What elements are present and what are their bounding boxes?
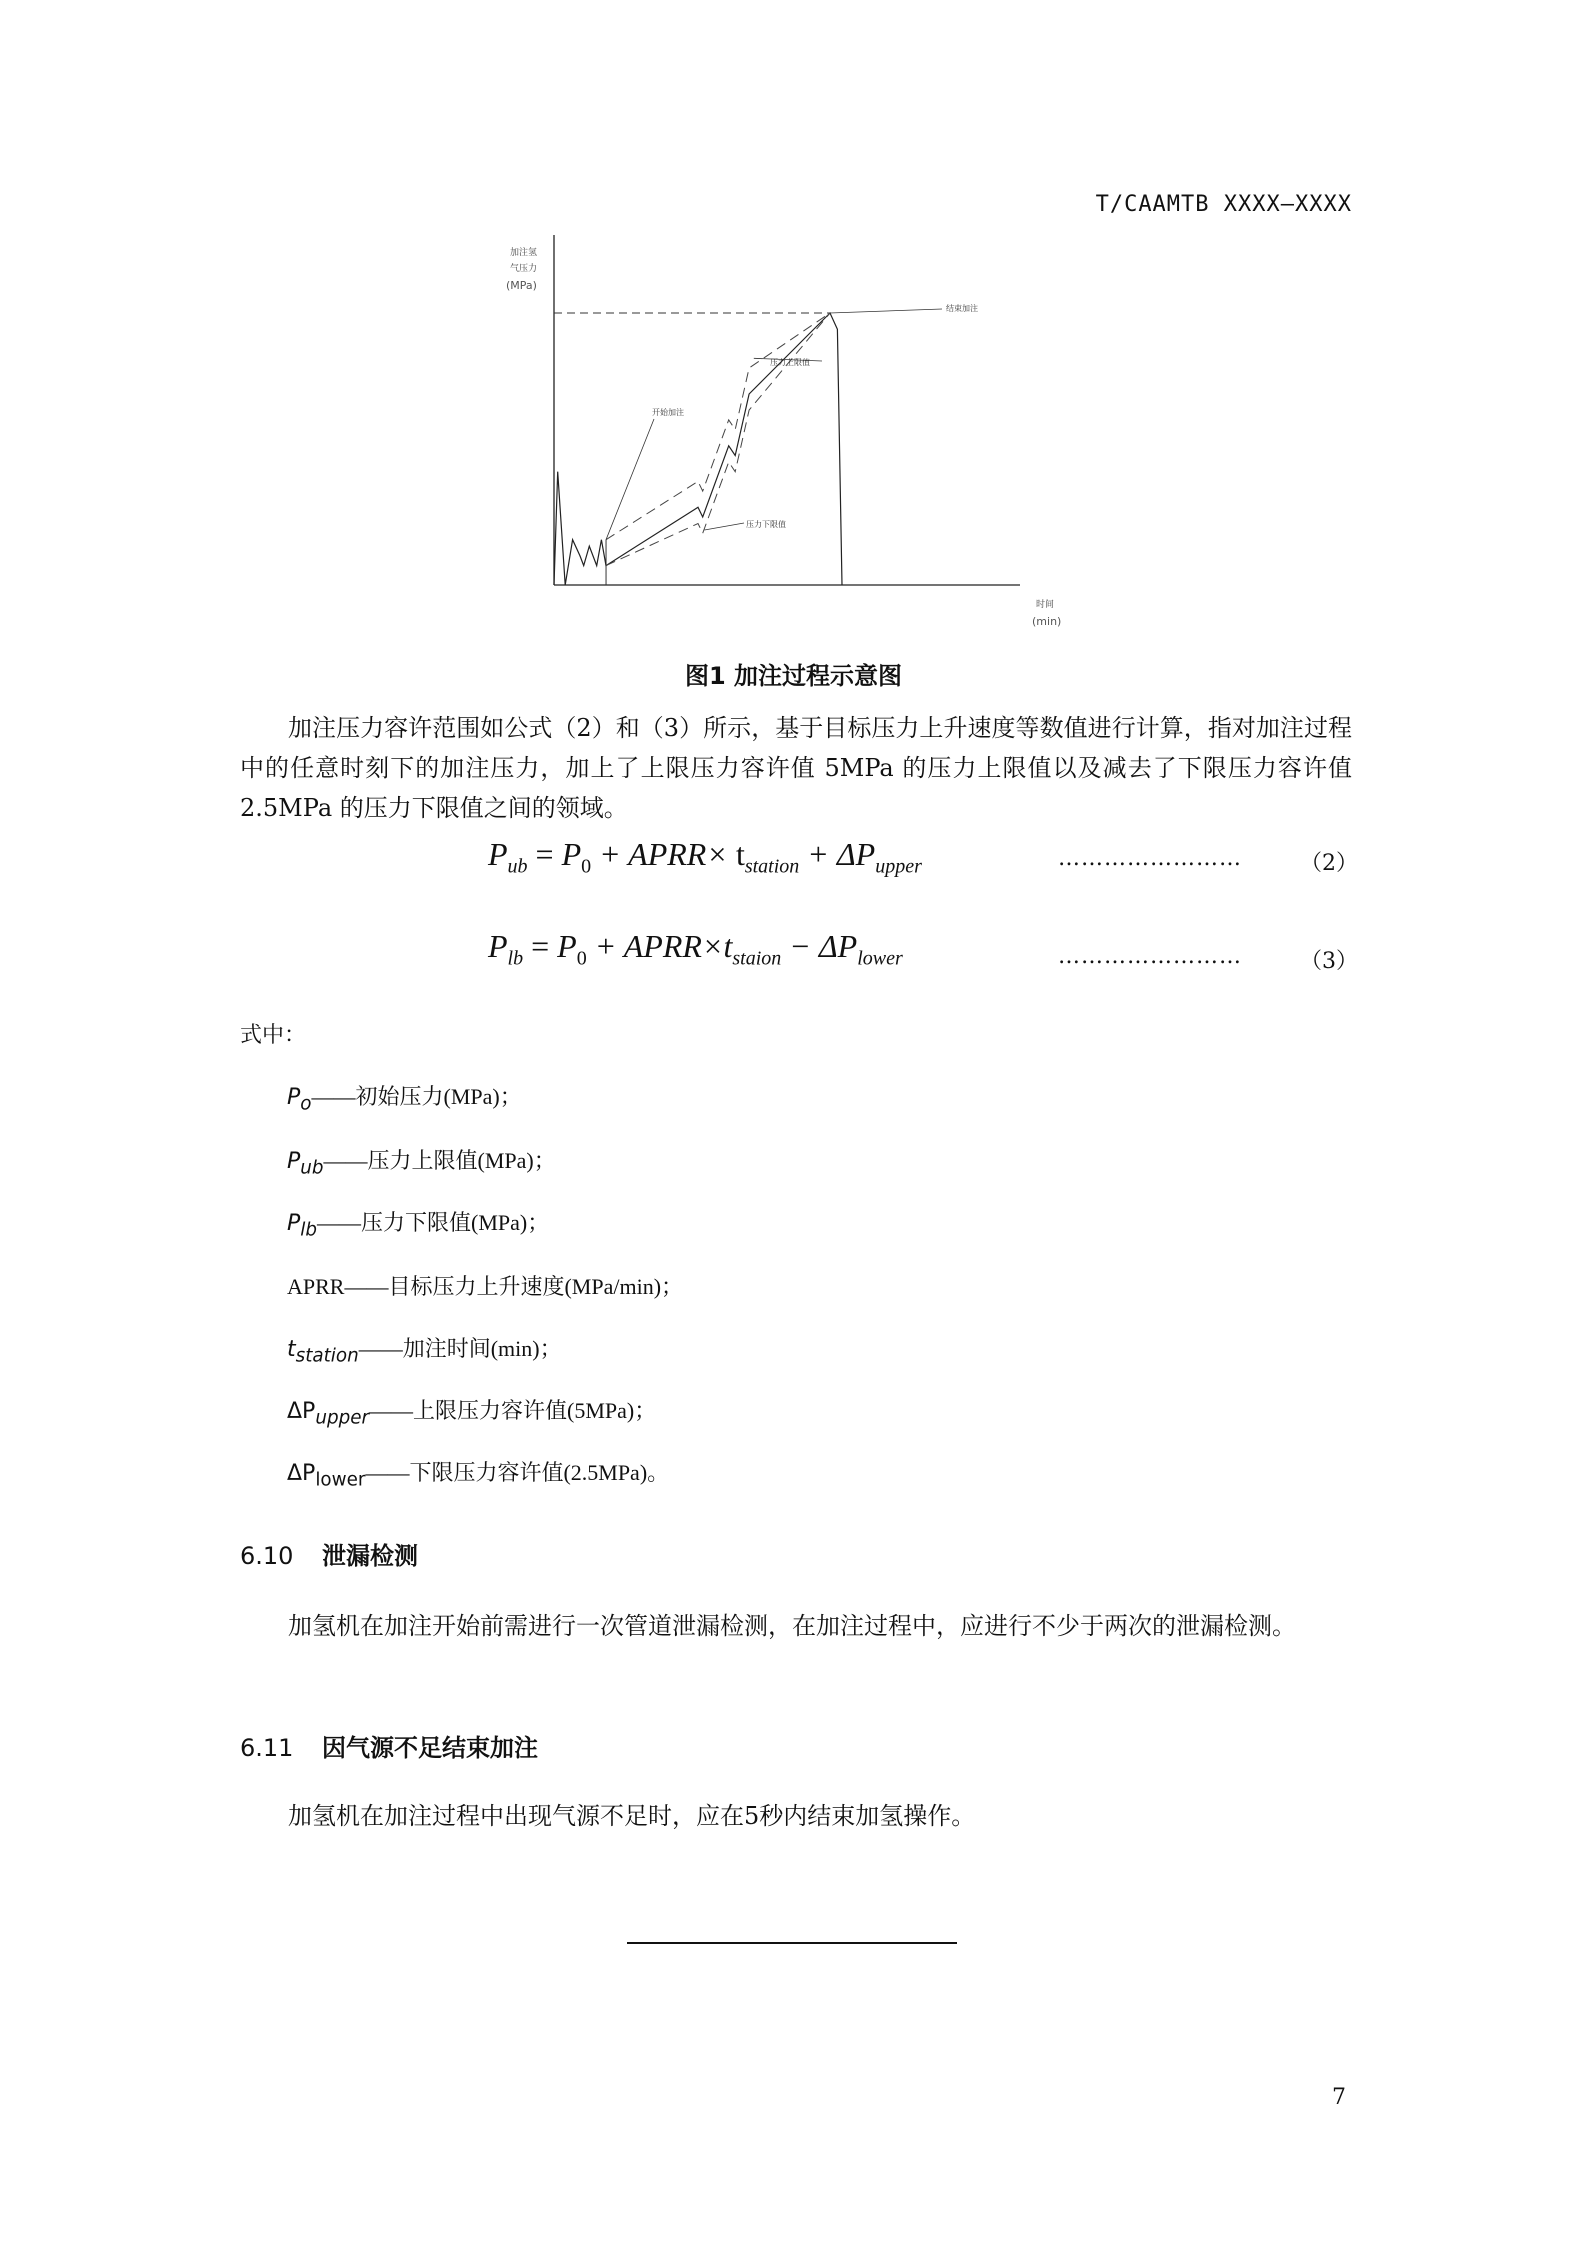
formula-lower-number: （3） bbox=[1300, 949, 1358, 974]
standard-code: T/CAAMTB XXXX—XXXX bbox=[1095, 192, 1352, 217]
section-6-10-heading: 6.10 泄漏检测 bbox=[240, 1542, 418, 1570]
annotation-start-leader bbox=[606, 419, 654, 540]
paragraph-leak-detection: 加氢机在加注开始前需进行一次管道泄漏检测，在加注过程中，应进行不少于两次的泄漏检测。 bbox=[288, 1612, 1296, 1640]
paragraph-tolerance: 加注压力容许范围如公式（2）和（3）所示，基于目标压力上升速度等数值进行计算，指对加注过程中的任意时刻下的加注压力，加上了上限压力容许值 5MPa 的压力上限值以及减去了下限压力容许值 2.5MPa 的压力下限值之间的领域。 bbox=[240, 714, 1352, 822]
formula-upper-number: （2） bbox=[1300, 851, 1358, 876]
paragraph-gas-shortage: 加氢机在加注过程中出现气源不足时，应在5秒内结束加氢操作。 bbox=[288, 1802, 976, 1830]
definition-plb: $P_{lb}——$压力下限值(MPa)； bbox=[287, 1210, 550, 1241]
formula-upper: $P_{ub} = P_0$ + APRR× $t_{station} + \Delta P_{upper}$ bbox=[488, 836, 922, 878]
definition-pub: $P_{ub}——$压力上限值(MPa)； bbox=[287, 1148, 556, 1179]
filling-pressure-line bbox=[554, 313, 842, 585]
annotation-upper: 压力上限值 bbox=[770, 358, 810, 367]
annotation-start: 开始加注 bbox=[652, 408, 684, 417]
filling-process-chart bbox=[470, 225, 1090, 645]
annotation-end: 结束加注 bbox=[946, 304, 978, 313]
y-axis-label-2: 气压力 bbox=[510, 264, 538, 274]
definition-tstation: $t_{station}——$加注时间(min)； bbox=[287, 1336, 562, 1367]
figure-caption: 图1 加注过程示意图 bbox=[684, 662, 903, 690]
page-number: 7 bbox=[1332, 2085, 1346, 2110]
annotation-lower-leader bbox=[705, 523, 745, 530]
definition-dplower: $\Delta P_{lower}——$下限压力容许值(2.5MPa)。 bbox=[287, 1460, 670, 1491]
where-label: 式中： bbox=[240, 1023, 307, 1048]
definition-p0: $P_o——$初始压力(MPa)； bbox=[287, 1084, 522, 1115]
formula-lower: $P_{lb} = P_0$ + $APRR\times t_{staion} - \Delta P_{lower}$ bbox=[488, 928, 903, 970]
definition-aprr: APRR——目标压力上升速度(MPa/min)； bbox=[287, 1274, 684, 1299]
x-axis-label-1: 时间 bbox=[1036, 600, 1055, 610]
formula-upper-dots: …………………… bbox=[1058, 846, 1242, 871]
formula-lower-dots: …………………… bbox=[1058, 944, 1242, 969]
definition-dpupper: $\Delta P_{upper}——$上限压力容许值(5MPa)； bbox=[287, 1398, 657, 1429]
annotation-end-leader bbox=[830, 309, 942, 313]
end-rule bbox=[627, 1942, 957, 1944]
annotation-lower: 压力下限值 bbox=[746, 520, 786, 529]
y-axis-label-1: 加注氢 bbox=[510, 248, 538, 258]
x-axis-label-2: (min) bbox=[1032, 615, 1062, 628]
section-6-11-heading: 6.11 因气源不足结束加注 bbox=[240, 1734, 538, 1762]
y-axis-label-3: (MPa) bbox=[506, 279, 537, 292]
